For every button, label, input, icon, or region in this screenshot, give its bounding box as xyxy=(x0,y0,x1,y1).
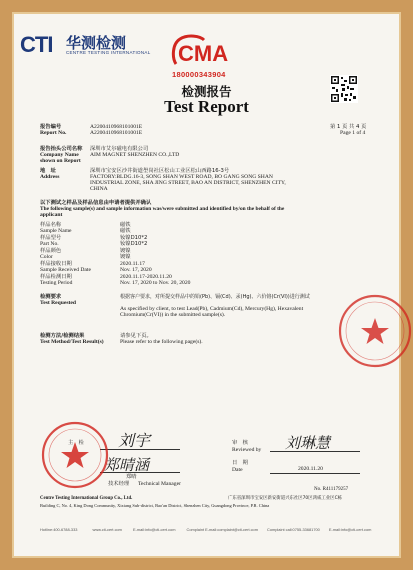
part-no-value-cn: 钕镍D10*2 xyxy=(120,235,148,241)
test-result-value-en: Please refer to the following page(s). xyxy=(120,339,203,345)
part-no-value-en: 钕镍D10*2 xyxy=(120,241,148,247)
company-value-cn: 深圳市艾尔磁电有限公司 xyxy=(90,146,149,152)
page-en: Page 1 of 4 xyxy=(340,130,366,136)
testing-period-label-en: Testing Period xyxy=(40,280,73,286)
address-value-cn: 深圳市宝安区沙井街道壆岗社区松山工业区松山西路16-3号 xyxy=(90,168,230,174)
cma-mark-icon xyxy=(170,34,232,68)
approved-signature: 郑晴涵 xyxy=(104,456,150,474)
received-date-value-en: Nov. 17, 2020 xyxy=(120,267,152,273)
part-no-label-en: Part No. xyxy=(40,241,59,247)
sample-intro-en-1: The following sample(s) and sample information was/were submitted and identified by/on the behalf of the xyxy=(40,206,285,212)
report-no-value: A2200410968101001E xyxy=(90,124,143,130)
address-label-cn: 地 址 xyxy=(40,168,56,174)
report-no-label-cn: 报告编号 xyxy=(40,124,62,130)
footer-complaint-email[interactable]: Complaint E-mail:complaint@cti-cert.com xyxy=(186,527,258,532)
compiled-signature-line xyxy=(100,449,180,450)
footer-email-2[interactable]: E-mail:info@cti-cert.com xyxy=(328,527,372,532)
reviewed-label-en-1: Reviewed by xyxy=(232,447,262,453)
address-line-2: INDUSTRIAL ZONE, SHA JING STREET, BAO AN DISTRICT, SHENZHEN CITY, xyxy=(90,180,286,186)
cma-number: 180000343904 xyxy=(172,70,226,79)
part-no-label-cn: 样品型号 xyxy=(40,235,62,241)
test-request-value-cn: 根据客户要求，对所提交样品中的铅(Pb)、镉(Cd)、汞(Hg)、六价铬(Cr(VI))进行测试 xyxy=(120,294,310,300)
stamp-seal-right-icon xyxy=(336,292,413,370)
compiled-signature: 刘宇 xyxy=(118,431,151,450)
date-label-cn: 日 期 xyxy=(232,460,248,466)
test-request-label-en: Test Requested xyxy=(40,300,76,306)
title-cn: 检测报告 xyxy=(181,84,232,99)
reviewed-signature: 刘琳慧 xyxy=(285,434,331,452)
compiled-label-cn: 主 检 xyxy=(68,440,84,446)
test-request-label-cn: 检测要求 xyxy=(40,294,62,300)
test-result-label-en: Test Method/Test Result(s) xyxy=(40,339,104,345)
lab-address-cn: 广东省深圳市宝安区新安街道兴东社区70区鸿威工业区C栋 xyxy=(228,496,343,501)
lab-address-en: Building C, No. 4, King Dong Community, Xixiang Sub-district, Bao'an District, Shenzhen City, Guangdong Province, P.R. China xyxy=(40,503,270,508)
footer-hotline: Hotline:400-6788-333 xyxy=(40,527,78,532)
sample-name-value-cn: 磁铁 xyxy=(120,222,131,228)
cti-logo-en: CENTRE TESTING INTERNATIONAL xyxy=(66,50,151,55)
reviewed-signature-line xyxy=(270,451,360,452)
test-request-value-en-1: As specified by client, to test Lead(Pb), Cadmium(Cd), Mercury(Hg), Hexavalent xyxy=(120,306,304,312)
stamp-seal-icon xyxy=(40,420,110,490)
approved-title-en: Technical Manager xyxy=(138,481,181,487)
testing-period-value-cn: 2020.11.17-2020.11.20 xyxy=(120,274,172,280)
testing-period-value-en: Nov. 17, 2020 to Nov. 20, 2020 xyxy=(120,280,191,286)
footer-complaint-call: Complaint call:0755-33681700 xyxy=(267,527,320,532)
color-label-en: Color xyxy=(40,254,53,260)
sample-intro-cn: 以下测试之样品及样品信息由申请者提供并确认 xyxy=(40,200,152,206)
testing-period-label-cn: 样品检测日期 xyxy=(40,274,72,280)
company-label-cn: 报告抬头公司名称 xyxy=(40,146,83,152)
sample-intro-en-2: applicant xyxy=(40,212,63,218)
sample-name-value-en: 磁铁 xyxy=(120,228,131,234)
date-line xyxy=(270,473,360,474)
company-label-en-2: shown on Report xyxy=(40,158,81,164)
title-en: Test Report xyxy=(164,97,249,116)
footer-web[interactable]: www.cti-cert.com xyxy=(92,527,122,532)
footer-email[interactable]: E-mail:info@cti-cert.com xyxy=(133,527,176,532)
serial-number: No. R411179257 xyxy=(314,487,349,492)
test-request-value-en-2: Chromium(Cr(VI)) in the submitted sample(s). xyxy=(120,312,226,318)
color-value-en: 镀镍 xyxy=(120,254,131,260)
cti-logo-cn: 华测检测 xyxy=(66,34,127,52)
address-label-en: Address xyxy=(40,174,60,180)
date-label-en: Date xyxy=(232,467,243,473)
received-date-label-cn: 样品接收日期 xyxy=(40,261,72,267)
color-label-cn: 样品颜色 xyxy=(40,248,62,254)
company-value-en: AIM MAGNET SHENZHEN CO.,LTD xyxy=(90,152,180,158)
footer-contacts xyxy=(40,527,380,532)
test-result-value-cn: 请参见下页。 xyxy=(120,333,152,339)
sample-name-label-en: Sample Name xyxy=(40,228,72,234)
date-value: 2020.11.20 xyxy=(298,466,323,472)
lab-name-en: Centre Testing International Group Co., Ltd. xyxy=(40,496,133,501)
received-date-label-en: Sample Received Date xyxy=(40,267,91,273)
approved-title-cn: 技术经理 xyxy=(108,481,130,487)
cti-logo: CTI xyxy=(20,32,53,57)
reviewed-label-cn: 审 核 xyxy=(232,440,248,446)
address-line-1: FACTORY:BLDG.16-3, SONG SHAN WEST ROAD, BO GANG SONG SHAN xyxy=(90,174,273,180)
color-value-cn: 镀镍 xyxy=(120,248,131,254)
received-date-value-cn: 2020.11.17 xyxy=(120,261,145,267)
report-no-value-2: A2200410968101001E xyxy=(90,130,143,136)
approved-signature-line xyxy=(100,472,180,473)
company-label-en-1: Company Name xyxy=(40,152,79,158)
approved-name-cn: 郑晴 xyxy=(126,474,137,480)
test-result-label-cn: 检测方法/检测结果 xyxy=(40,333,85,339)
page-cn: 第 1 页 共 4 页 xyxy=(330,124,367,130)
cma-text: CMA xyxy=(178,41,229,66)
address-line-3: CHINA xyxy=(90,186,108,192)
report-no-label-en: Report No. xyxy=(40,130,67,136)
sample-name-label-cn: 样品名称 xyxy=(40,222,62,228)
